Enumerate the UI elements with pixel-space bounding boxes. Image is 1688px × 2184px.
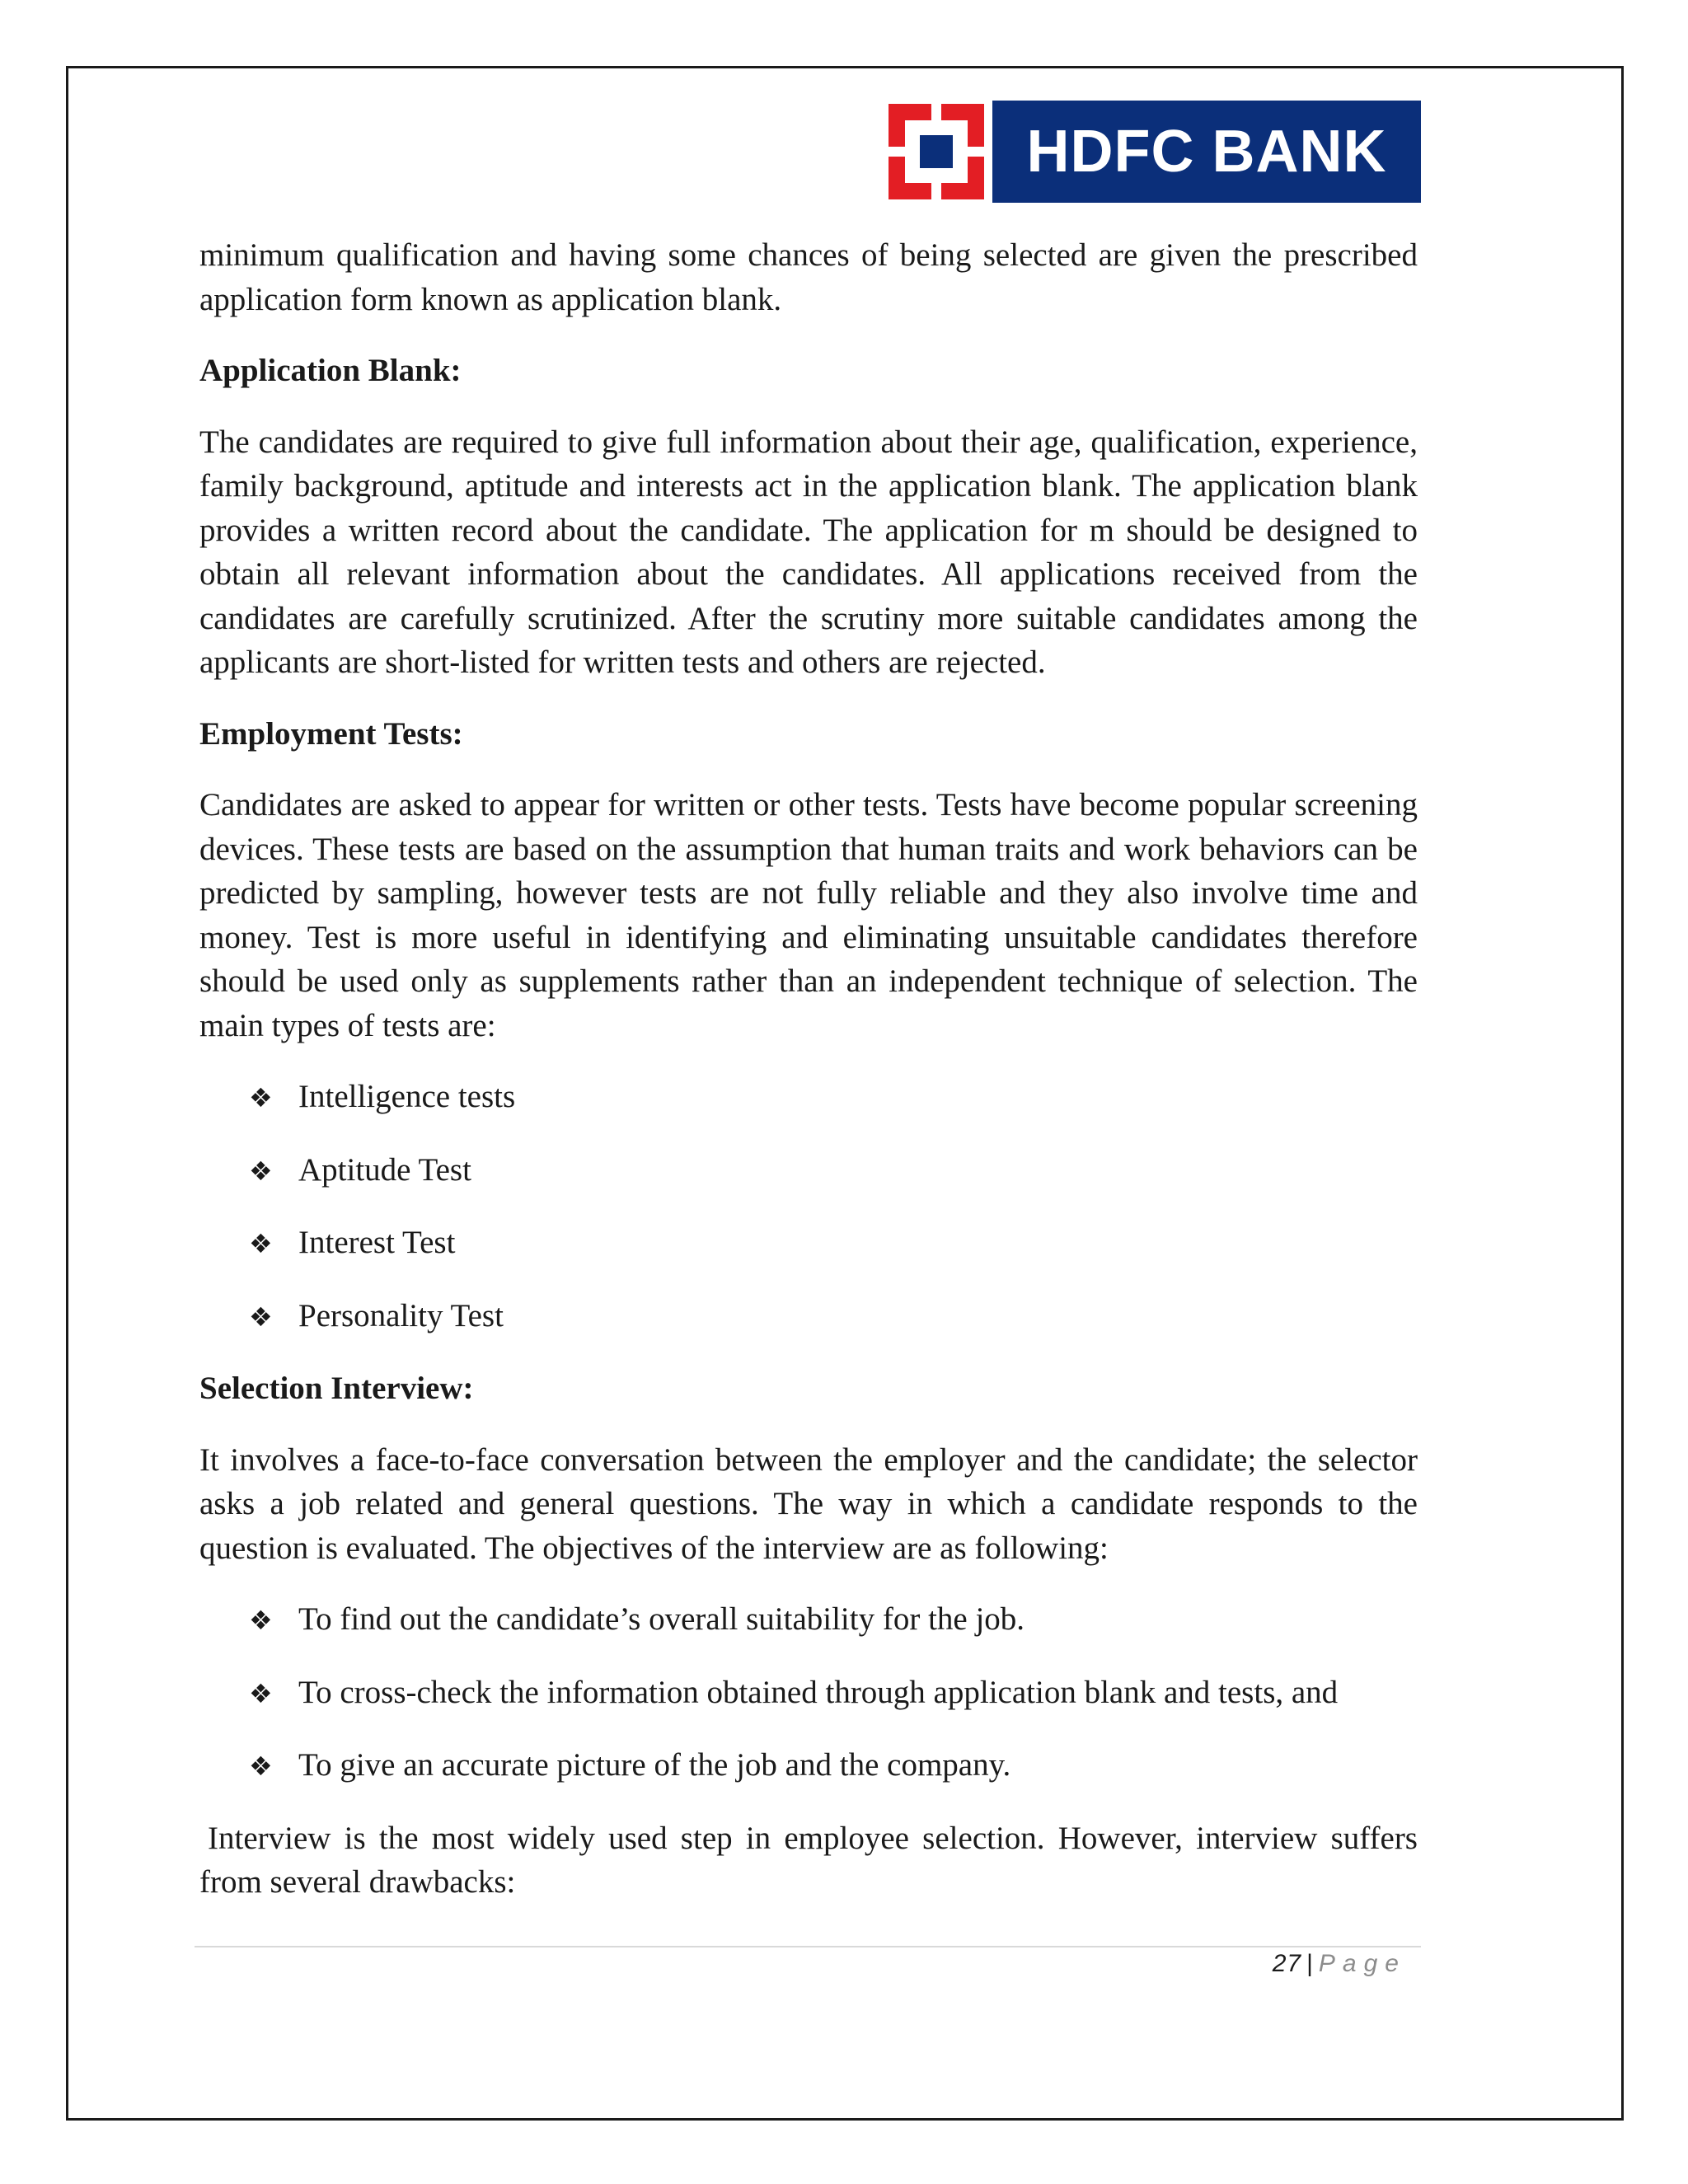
list-item-text: To find out the candidate’s overall suitability for the job.: [298, 1601, 1025, 1637]
diamond-bullet-icon: ❖: [249, 1228, 273, 1259]
application-blank-heading: Application Blank:: [199, 353, 462, 388]
footer-divider: [195, 1946, 1421, 1947]
list-item: [199, 1671, 1418, 1717]
list-item: [199, 1221, 1418, 1267]
interview-closing-paragraph: Interview is the most widely used step in employee selection. However, interview suffers from several drawbacks:: [199, 1820, 1418, 1900]
footer-separator: |: [1306, 1950, 1314, 1977]
list-item: [199, 1294, 1418, 1340]
page-footer: [1273, 1950, 1406, 1978]
list-item: [199, 1743, 1418, 1789]
page-label: Page: [1318, 1950, 1406, 1977]
list-item: [199, 1148, 1418, 1194]
diamond-bullet-icon: ❖: [249, 1082, 273, 1113]
list-item: [199, 1075, 1418, 1121]
page-content: [199, 233, 1418, 1932]
application-blank-paragraph: The candidates are required to give full information about their age, qualification, experience, family background, aptitude and interests act in the application blank. The application blank provides a written record about the candidate. The application for m should be designed to obtain all relevant information about the candidates. All applications received from the candidates are carefully scrutinized. After the scrutiny more suitable candidates among the applicants are short-listed for written tests and others are rejected.: [199, 424, 1418, 680]
test-types-list: [199, 1075, 1418, 1339]
intro-paragraph: minimum qualification and having some chances of being selected are given the prescribed application form known as application blank.: [199, 237, 1418, 317]
list-item: [199, 1597, 1418, 1643]
list-item-text: Personality Test: [298, 1297, 504, 1333]
diamond-bullet-icon: ❖: [249, 1301, 273, 1333]
selection-interview-heading: Selection Interview:: [199, 1371, 474, 1406]
interview-objectives-list: [199, 1597, 1418, 1789]
logo-wordmark: HDFC BANK: [992, 101, 1421, 203]
diamond-bullet-icon: ❖: [249, 1750, 273, 1782]
diamond-bullet-icon: ❖: [249, 1605, 273, 1636]
list-item-text: Intelligence tests: [298, 1079, 516, 1114]
hdfc-bank-logo: [885, 101, 1421, 203]
diamond-bullet-icon: ❖: [249, 1677, 273, 1709]
employment-tests-heading: Employment Tests:: [199, 715, 463, 752]
diamond-bullet-icon: ❖: [249, 1155, 273, 1187]
page-number: 27: [1272, 1950, 1302, 1977]
employment-tests-paragraph: Candidates are asked to appear for written or other tests. Tests have become popular screening devices. These tests are based on the assumption that human traits and work behaviors can be predicted by sampling, however tests are not fully reliable and they also involve time and money. Test is more useful in identifying and eliminating unsuitable candidates therefore should be used only as supplements rather than an independent technique of selection. The main types of tests are:: [199, 787, 1418, 1043]
selection-interview-paragraph: It involves a face-to-face conversation between the employer and the candidate; the selector asks a job related and general questions. The way in which a candidate responds to the question is evaluated. The objectives of the interview are as following:: [199, 1441, 1418, 1566]
list-item-text: Aptitude Test: [298, 1151, 471, 1188]
hdfc-logo-mark-icon: [885, 101, 987, 203]
list-item-text: Interest Test: [298, 1225, 456, 1260]
list-item-text: To cross-check the information obtained through application blank and tests, and: [298, 1674, 1339, 1710]
list-item-text: To give an accurate picture of the job and the company.: [298, 1747, 1011, 1783]
